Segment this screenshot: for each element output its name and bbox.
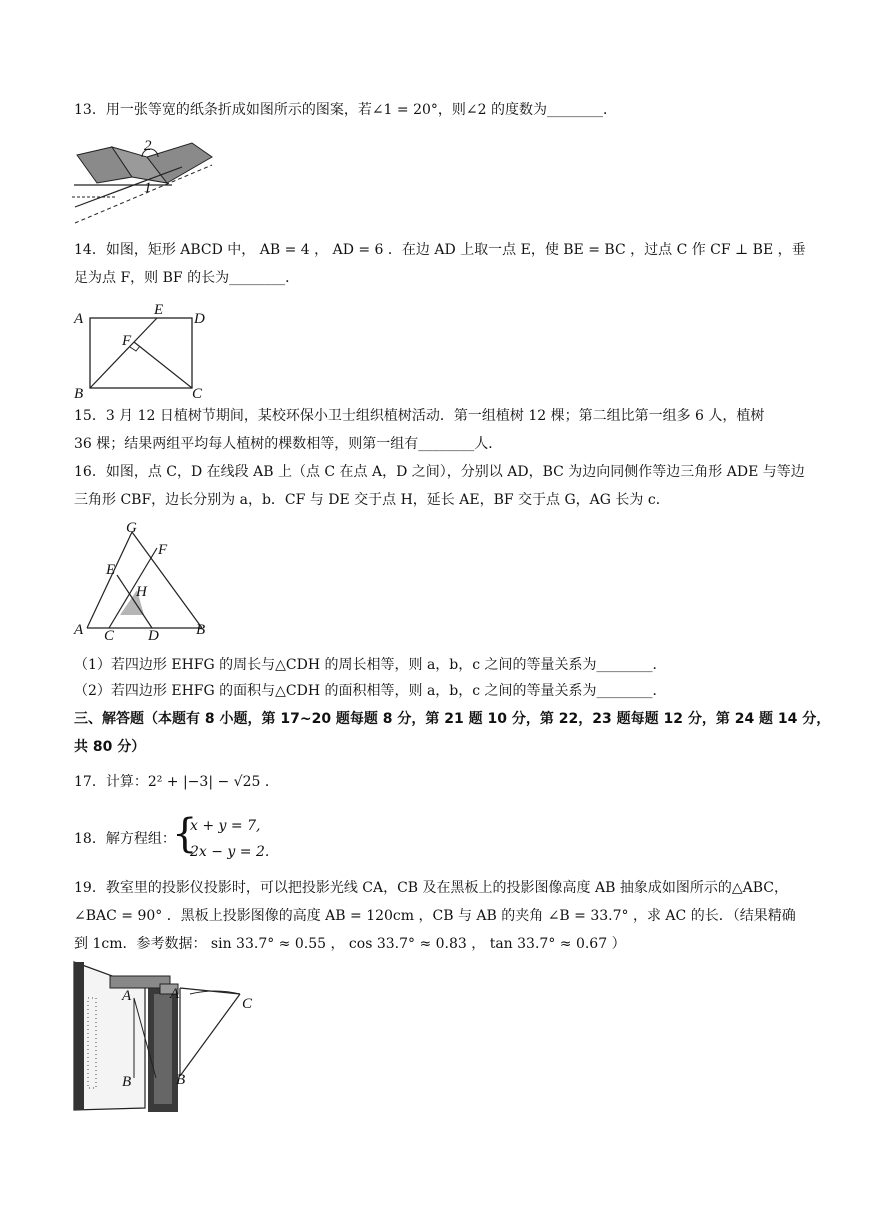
q19-label-b-left: B xyxy=(122,1074,132,1090)
q16-label-d: D xyxy=(148,628,159,642)
q19-label-a-left: A xyxy=(122,988,132,1004)
q16-label-b: B xyxy=(196,622,206,638)
q17-text: 17．计算：2² + |−3| − √25 ． xyxy=(74,774,279,790)
q14-label-c: C xyxy=(192,386,203,400)
q14-line2: 足为点 F，则 BF 的长为________． xyxy=(74,270,300,286)
q14-label-d: D xyxy=(194,311,205,327)
q19-line1: 19．教室里的投影仪投影时，可以把投影光线 CA，CB 及在黑板上的投影图像高度 AB 抽象成如图所示的△ABC， xyxy=(74,880,788,896)
q19-label-b: B xyxy=(176,1072,186,1088)
q16-sub2: （2）若四边形 EHFG 的面积与△CDH 的面积相等，则 a，b，c 之间的等量关系为________． xyxy=(74,683,667,699)
q18-brace: { xyxy=(172,811,198,857)
q13-text: 13．用一张等宽的纸条折成如图所示的图案，若∠1 = 20°，则∠2 的度数为________． xyxy=(74,102,617,118)
q16-line1: 16．如图，点 C，D 在线段 AB 上（点 C 在点 A，D 之间），分别以 AD，BC 为边向同侧作等边三角形 ADE 与等边 xyxy=(74,464,805,480)
q19-label-a: A xyxy=(170,986,180,1002)
q13-figure xyxy=(72,135,222,230)
q18-eq2: 2x − y = 2. xyxy=(190,844,270,860)
q16-label-h: H xyxy=(136,584,147,600)
q14-line1: 14．如图，矩形 ABCD 中， AB = 4 ， AD = 6 ．在边 AD 上取一点 E，使 BE = BC ，过点 C 作 CF ⊥ BE ，垂 xyxy=(74,242,806,258)
q16-label-f: F xyxy=(158,542,168,558)
q19-figure xyxy=(70,958,270,1114)
q14-label-a: A xyxy=(74,311,84,327)
q16-label-e: E xyxy=(106,562,116,578)
q16-label-c: C xyxy=(104,628,115,642)
q15-line2: 36 棵；结果两组平均每人植树的棵数相等，则第一组有________人． xyxy=(74,436,503,452)
q16-label-g: G xyxy=(126,520,137,536)
q16-sub1: （1）若四边形 EHFG 的周长与△CDH 的周长相等，则 a，b，c 之间的等量关系为________． xyxy=(74,657,667,673)
q14-label-e: E xyxy=(154,302,164,318)
q18-prefix: 18．解方程组： xyxy=(74,831,176,847)
q18-eq1: x + y = 7, xyxy=(190,818,261,834)
q16-label-a: A xyxy=(74,622,84,638)
q15-line1: 15．3 月 12 日植树节期间，某校环保小卫士组织植树活动．第一组植树 12 棵；第二组比第一组多 6 人，植树 xyxy=(74,408,765,424)
q13-angle-2-label: 2 xyxy=(144,138,152,154)
q19-line3: 到 1cm．参考数据： sin 33.7° ≈ 0.55 ， cos 33.7° ≈ 0.83 ， tan 33.7° ≈ 0.67 ） xyxy=(74,936,626,952)
q19-label-c: C xyxy=(242,996,253,1012)
q13-angle-1-label: 1 xyxy=(144,180,152,196)
q14-label-b: B xyxy=(74,386,84,400)
q14-label-f: F xyxy=(122,333,132,349)
section3-heading-line1: 三、解答题（本题有 8 小题，第 17~20 题每题 8 分，第 21 题 10 分，第 22，23 题每题 12 分，第 24 题 14 分， xyxy=(74,711,831,727)
q14-figure xyxy=(72,300,212,400)
q16-line2: 三角形 CBF，边长分别为 a，b．CF 与 DE 交于点 H，延长 AE，BF 交于点 G，AG 长为 c． xyxy=(74,492,670,508)
q16-figure xyxy=(72,520,222,642)
q19-line2: ∠BAC = 90° ．黑板上投影图像的高度 AB = 120cm ，CB 与 AB 的夹角 ∠B = 33.7° ，求 AC 的长．（结果精确 xyxy=(74,908,796,924)
section3-heading-line2: 共 80 分） xyxy=(74,739,146,755)
